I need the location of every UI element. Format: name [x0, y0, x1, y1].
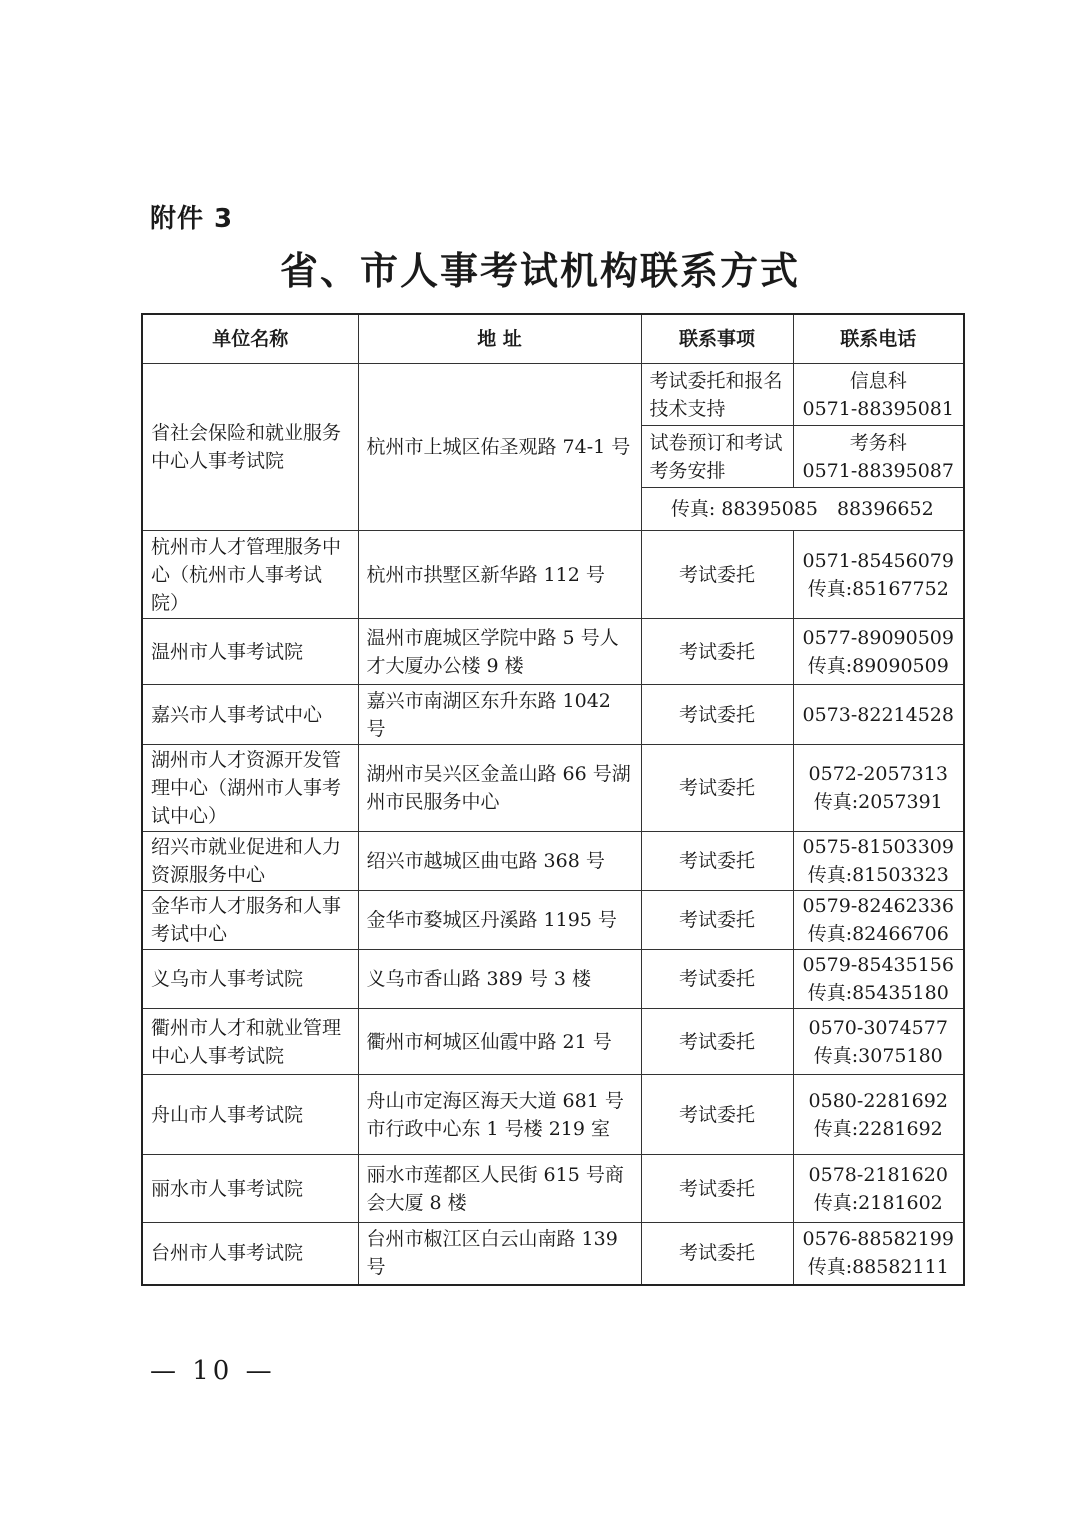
unit-name: 台州市人事考试院	[142, 1223, 358, 1285]
table-row	[142, 832, 964, 891]
phone-number: 0572-2057313	[808, 763, 948, 785]
address: 衢州市柯城区仙霞中路 21 号	[358, 1009, 641, 1075]
phone-number: 0579-82462336	[802, 895, 954, 917]
column-header-address: 地 址	[358, 314, 641, 364]
table-row-provincial	[142, 364, 964, 426]
contact-matter: 考试委托	[641, 891, 793, 950]
table-row	[142, 1075, 964, 1155]
phone-number: 0580-2281692	[808, 1089, 948, 1112]
contact-phone	[793, 364, 964, 426]
unit-name: 绍兴市就业促进和人力资源服务中心	[142, 832, 358, 891]
table-row	[142, 531, 964, 619]
address: 义乌市香山路 389 号 3 楼	[358, 950, 641, 1009]
contact-phone	[793, 950, 964, 1009]
fax-number: 传真:82466706	[807, 923, 949, 945]
unit-name: 温州市人事考试院	[142, 619, 358, 685]
contact-phone	[793, 891, 964, 950]
contact-matter: 试卷预订和考试考务安排	[641, 426, 793, 488]
unit-name: 湖州市人才资源开发管理中心（湖州市人事考试中心）	[142, 745, 358, 832]
address: 舟山市定海区海天大道 681 号市行政中心东 1 号楼 219 室	[358, 1075, 641, 1155]
address: 杭州市拱墅区新华路 112 号	[358, 531, 641, 619]
address: 湖州市吴兴区金盖山路 66 号湖州市民服务中心	[358, 745, 641, 832]
unit-name: 义乌市人事考试院	[142, 950, 358, 1009]
address: 丽水市莲都区人民街 615 号商会大厦 8 楼	[358, 1155, 641, 1223]
address: 台州市椒江区白云山南路 139 号	[358, 1223, 641, 1285]
address: 杭州市上城区佑圣观路 74-1 号	[358, 364, 641, 531]
unit-name: 嘉兴市人事考试中心	[142, 685, 358, 745]
address: 金华市婺城区丹溪路 1195 号	[358, 891, 641, 950]
page-title: 省、市人事考试机构联系方式	[279, 249, 800, 293]
phone-number: 0573-82214528	[802, 703, 954, 726]
fax-number: 传真:88582111	[807, 1256, 949, 1279]
contact-phone	[793, 685, 964, 745]
fax-numbers: 传真: 88395085 88396652	[641, 488, 964, 531]
fax-number: 传真:2281692	[813, 1117, 943, 1140]
address: 绍兴市越城区曲屯路 368 号	[358, 832, 641, 891]
column-header-matter: 联系事项	[641, 314, 793, 364]
table-row	[142, 891, 964, 950]
phone-number: 0576-88582199	[802, 1228, 954, 1251]
fax-number: 传真:81503323	[807, 864, 949, 886]
contact-matter: 考试委托	[641, 1223, 793, 1285]
contact-phone	[793, 426, 964, 488]
contact-matter: 考试委托	[641, 1075, 793, 1155]
table-row	[142, 1223, 964, 1285]
table-header-row	[142, 314, 964, 364]
unit-name: 衢州市人才和就业管理中心人事考试院	[142, 1009, 358, 1075]
contact-matter: 考试委托和报名技术支持	[641, 364, 793, 426]
contact-phone	[793, 745, 964, 832]
contact-phone	[793, 531, 964, 619]
contact-matter: 考试委托	[641, 1155, 793, 1223]
contact-matter: 考试委托	[641, 745, 793, 832]
attachment-label: 附件 3	[150, 204, 234, 234]
contact-phone	[793, 1155, 964, 1223]
phone-number: 0570-3074577	[808, 1016, 948, 1039]
fax-number: 传真:85435180	[807, 982, 949, 1004]
contact-phone	[793, 619, 964, 685]
contact-matter: 考试委托	[641, 619, 793, 685]
unit-name: 丽水市人事考试院	[142, 1155, 358, 1223]
phone-number: 0571-88395087	[802, 459, 954, 482]
unit-name: 杭州市人才管理服务中心（杭州市人事考试院）	[142, 531, 358, 619]
contact-matter: 考试委托	[641, 1009, 793, 1075]
table-row	[142, 1009, 964, 1075]
unit-name: 金华市人才服务和人事考试中心	[142, 891, 358, 950]
phone-number: 0579-85435156	[802, 954, 954, 976]
contact-matter: 考试委托	[641, 685, 793, 745]
table-row	[142, 619, 964, 685]
phone-number: 0575-81503309	[802, 836, 954, 858]
contact-phone	[793, 1009, 964, 1075]
contacts-table	[141, 313, 965, 1286]
address: 嘉兴市南湖区东升东路 1042 号	[358, 685, 641, 745]
column-header-unit: 单位名称	[142, 314, 358, 364]
contact-phone	[793, 1075, 964, 1155]
table-row	[142, 1155, 964, 1223]
fax-number: 传真:2057391	[813, 791, 943, 813]
contact-phone	[793, 1223, 964, 1285]
phone-number: 0577-89090509	[802, 626, 954, 649]
department-name: 信息科	[849, 369, 907, 392]
unit-name: 舟山市人事考试院	[142, 1075, 358, 1155]
fax-number: 传真:2181602	[813, 1191, 943, 1214]
column-header-phone: 联系电话	[793, 314, 964, 364]
address: 温州市鹿城区学院中路 5 号人才大厦办公楼 9 楼	[358, 619, 641, 685]
fax-number: 传真:89090509	[807, 654, 949, 677]
page-number: — 10 —	[150, 1356, 276, 1386]
unit-name: 省社会保险和就业服务中心人事考试院	[142, 364, 358, 531]
table-row	[142, 950, 964, 1009]
phone-number: 0571-85456079	[802, 549, 954, 572]
table-row	[142, 685, 964, 745]
fax-number: 传真:85167752	[807, 577, 949, 600]
phone-number: 0578-2181620	[808, 1163, 948, 1186]
table-row	[142, 745, 964, 832]
phone-number: 0571-88395081	[802, 397, 954, 420]
department-name: 考务科	[849, 431, 907, 454]
contact-phone	[793, 832, 964, 891]
contact-matter: 考试委托	[641, 531, 793, 619]
contact-matter: 考试委托	[641, 832, 793, 891]
contact-matter: 考试委托	[641, 950, 793, 1009]
fax-number: 传真:3075180	[813, 1044, 943, 1067]
